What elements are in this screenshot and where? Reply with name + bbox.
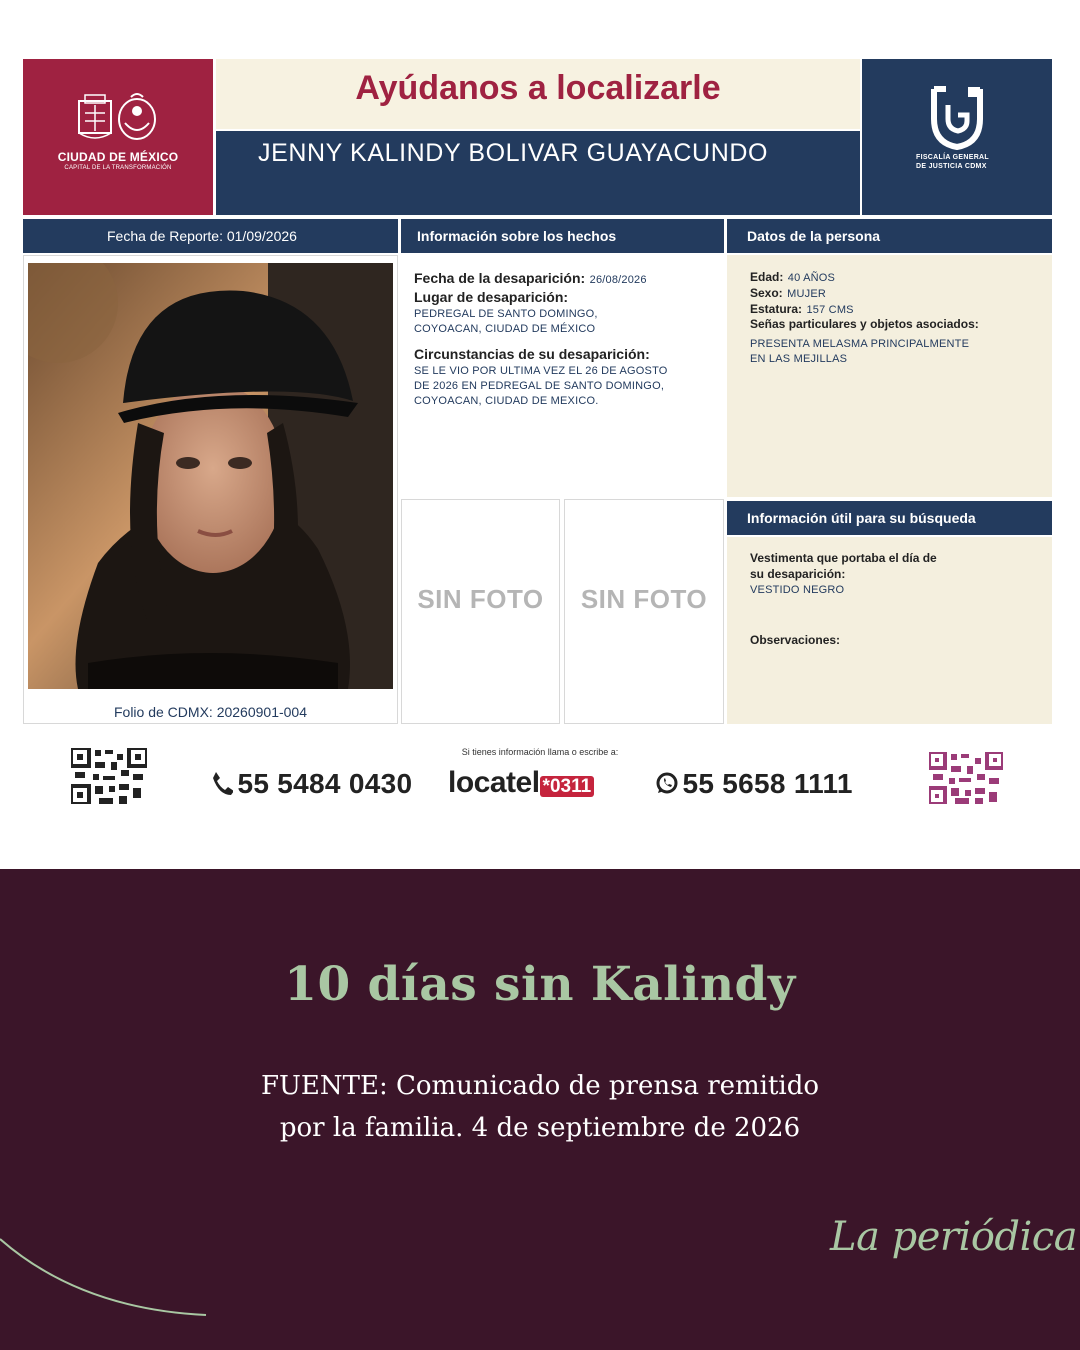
- sexo-value: MUJER: [787, 288, 827, 300]
- folio-value: 20260901-004: [216, 704, 307, 720]
- phone-number[interactable]: 55 5484 0430: [237, 768, 413, 799]
- util-header: Información útil para su búsqueda: [727, 501, 1052, 535]
- phone-contact: [211, 768, 412, 800]
- contact-label: Si tienes información llama o escribe a:: [461, 747, 619, 757]
- locatel-contact: [448, 766, 594, 800]
- poster-title: Ayúdanos a localizarle: [355, 69, 721, 107]
- person-photo-illustration: [28, 263, 393, 689]
- cdmx-coat-of-arms-icon: [73, 91, 163, 149]
- cdmx-name: CIUDAD DE MÉXICO: [57, 150, 179, 164]
- datos-panel: [727, 255, 1052, 497]
- fiscalia-logo-block: [862, 59, 1052, 215]
- qr-code-icon: [929, 752, 1003, 804]
- title-banner: [216, 59, 860, 129]
- folio-label: Folio de CDMX:: [113, 704, 213, 720]
- whatsapp-contact: [656, 768, 853, 800]
- hechos-header: Información sobre los hechos: [401, 219, 724, 253]
- report-date-label: Fecha de Reporte:: [107, 228, 223, 244]
- locatel-code[interactable]: *0311: [540, 776, 595, 797]
- headline: 10 días sin Kalindy: [284, 957, 796, 1012]
- person-name: JENNY KALINDY BOLIVAR GUAYACUNDO: [258, 139, 769, 167]
- edad-value: 40 AÑOS: [787, 272, 836, 284]
- folio: [24, 704, 397, 720]
- name-banner: [216, 131, 860, 215]
- circunstancias-label: Circunstancias de su desaparición:: [414, 346, 650, 362]
- caption-panel: [0, 869, 1080, 1350]
- person-photo: [28, 263, 393, 689]
- sin-foto-box-1: SIN FOTO: [401, 499, 560, 724]
- decorative-curve: [0, 1229, 220, 1319]
- source-text: FUENTE: Comunicado de prensa remitido por la familia. 4 de septiembre de 2026: [260, 1071, 820, 1143]
- senas-value: PRESENTA MELASMA PRINCIPALMENTE EN LAS MEJILLAS: [750, 338, 970, 365]
- fiscalia-logo-icon: [928, 85, 986, 151]
- sin-foto-box-2: SIN FOTO: [564, 499, 724, 724]
- whatsapp-icon: [656, 772, 678, 794]
- fecha-desaparicion: 26/08/2026: [589, 274, 647, 286]
- datos-header: Datos de la persona: [727, 219, 1052, 253]
- locatel-logo: locatel: [448, 766, 540, 799]
- phone-icon: [211, 771, 233, 795]
- report-date-header: [23, 219, 398, 253]
- cdmx-tagline: CAPITAL DE LA TRANSFORMACIÓN: [64, 165, 172, 171]
- vestimenta-label: Vestimenta que portaba el día de su desaparición:: [750, 551, 937, 581]
- photo-panel: [23, 255, 398, 724]
- edad-label: Edad:: [750, 270, 784, 284]
- fiscalia-name: FISCALÍA GENERAL DE JUSTICIA CDMX: [916, 154, 989, 170]
- sexo-label: Sexo:: [750, 286, 783, 300]
- circunstancias-value: SE LE VIO POR ULTIMA VEZ EL 26 DE AGOSTO DE 2026 EN PEDREGAL DE SANTO DOMINGO, COYOACAN, CIUDAD DE MEXICO.: [414, 365, 668, 407]
- estatura-value: 157 CMS: [806, 304, 854, 316]
- estatura-label: Estatura:: [750, 302, 803, 316]
- fecha-desaparicion-label: Fecha de la desaparición:: [414, 270, 586, 286]
- report-date: 01/09/2026: [226, 228, 297, 244]
- util-panel: [727, 537, 1052, 724]
- hechos-panel: [401, 255, 724, 496]
- senas-label: Señas particulares y objetos asociados:: [750, 317, 979, 331]
- observaciones-label: Observaciones:: [750, 633, 841, 647]
- whatsapp-number[interactable]: 55 5658 1111: [682, 768, 853, 799]
- cdmx-logo-block: [23, 59, 213, 215]
- vestimenta-value: VESTIDO NEGRO: [750, 584, 845, 596]
- brand-logo: La periódica: [830, 1214, 1078, 1260]
- lugar-value: PEDREGAL DE SANTO DOMINGO, COYOACAN, CIUDAD DE MÉXICO: [414, 308, 598, 335]
- lugar-label: Lugar de desaparición:: [414, 289, 569, 305]
